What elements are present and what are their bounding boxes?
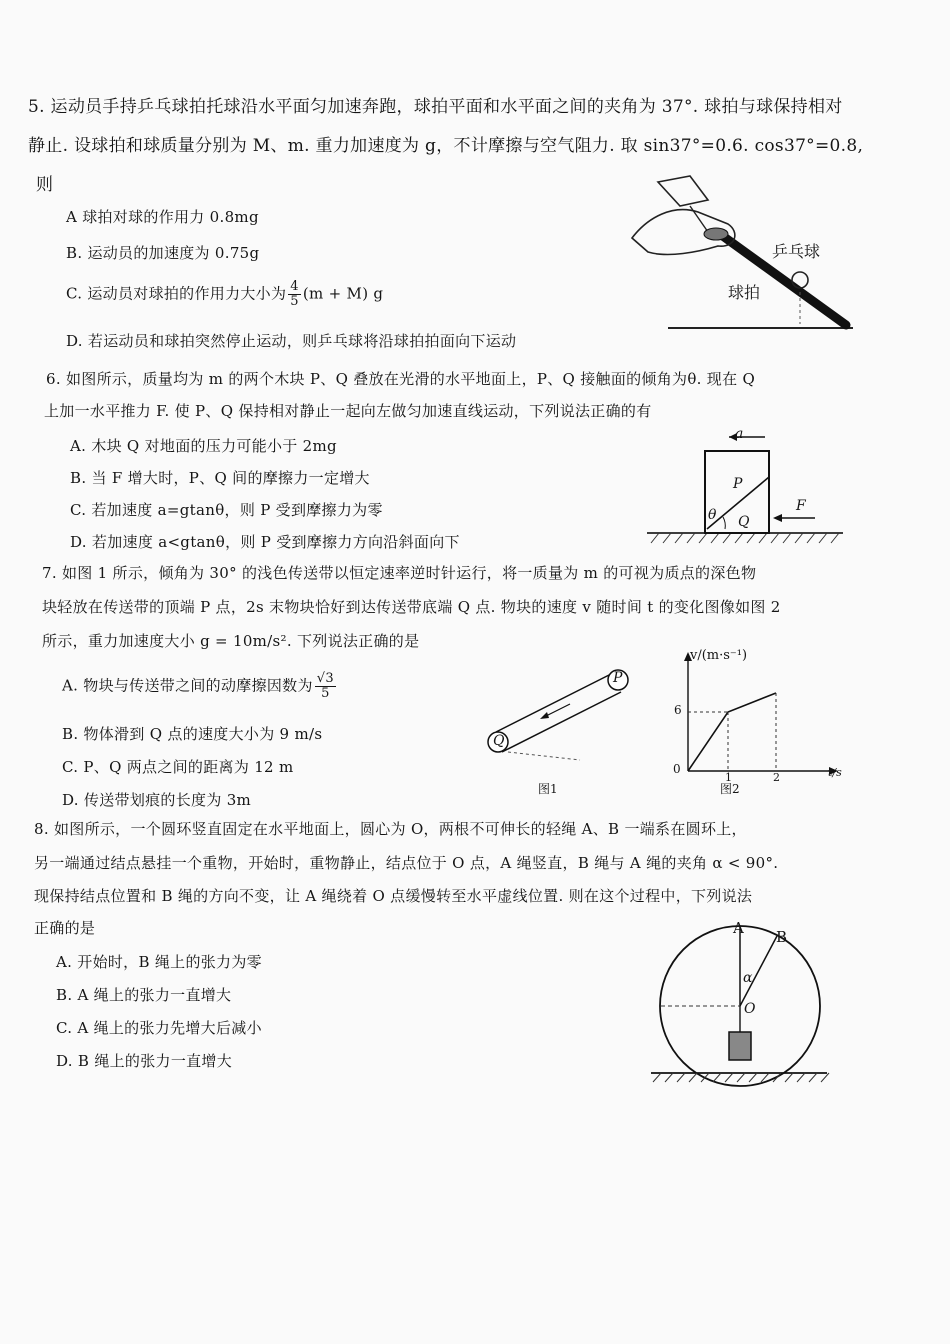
q8-option-a: A. 开始时，B 绳上的张力为零 (56, 953, 262, 971)
q7-stem-line1: 7. 如图 1 所示，倾角为 30° 的浅色传送带以恒定速率逆时针运行，将一质量为 m 的可视为质点的深色物 (42, 564, 757, 582)
q6-block-p-label: P (733, 476, 743, 492)
q7-option-b: B. 物体滑到 Q 点的速度大小为 9 m/s (62, 725, 323, 743)
q7-point-p-label: P (613, 670, 623, 686)
q8-ring-figure (645, 920, 835, 1095)
q5-option-a: A 球拍对球的作用力 0.8mg (66, 208, 259, 226)
q8-stem-line3: 现保持结点位置和 B 绳的方向不变，让 A 绳绕着 O 点缓慢转至水平虚线位置. 则在这个过程中，下列说法 (34, 887, 753, 905)
q6-force-label: F (796, 498, 806, 514)
q7-fig1-caption: 图1 (538, 782, 558, 796)
q7-graph-x-tick-1: 1 (725, 771, 732, 784)
q6-option-a: A. 木块 Q 对地面的压力可能小于 2mg (70, 437, 337, 455)
q7-option-a (62, 672, 338, 701)
q8-center-o-label: O (744, 1001, 756, 1017)
q7-graph-x-axis-label: t/s (828, 766, 842, 779)
q5-option-c-tail: (m + M) g (302, 284, 384, 303)
q8-option-d: D. B 绳上的张力一直增大 (56, 1052, 233, 1070)
q7-graph-y-axis-label: v/(m·s⁻¹) (690, 648, 748, 663)
q7-fig2-caption: 图2 (720, 782, 740, 796)
q8-stem-line2: 另一端通过结点悬挂一个重物，开始时，重物静止，结点位于 O 点，A 绳竖直，B 绳与 A 绳的夹角 α < 90°. (34, 854, 779, 872)
q7-option-c: C. P、Q 两点之间的距离为 12 m (62, 758, 294, 776)
q7-stem-line2: 块轻放在传送带的顶端 P 点，2s 末物块恰好到达传送带底端 Q 点. 物块的速度 v 随时间 t 的变化图像如图 2 (42, 598, 781, 616)
q6-theta-label: θ (708, 507, 717, 523)
q7-option-d: D. 传送带划痕的长度为 3m (62, 791, 252, 809)
q5-option-d: D. 若运动员和球拍突然停止运动，则乒乓球将沿球拍拍面向下运动 (66, 332, 517, 350)
q8-rope-a-label: A (733, 919, 744, 937)
q6-accel-label: a (735, 426, 744, 442)
q5-ball-label: 乒乓球 (772, 242, 821, 261)
q8-stem-line1: 8. 如图所示，一个圆环竖直固定在水平地面上，圆心为 O，两根不可伸长的轻绳 A、B 一端系在圆环上， (34, 820, 747, 838)
q5-option-c (66, 280, 383, 309)
q6-stem-line1: 6. 如图所示，质量均为 m 的两个木块 P、Q 叠放在光滑的水平地面上，P、Q 接触面的倾角为θ. 现在 Q (46, 370, 756, 388)
q7-graph-y-tick-6: 6 (674, 703, 682, 717)
q5-stem-line1: 5. 运动员手持乒乓球拍托球沿水平面匀加速奔跑，球拍平面和水平面之间的夹角为 37°. 球拍与球保持相对 (28, 97, 843, 117)
q7-option-a-text: A. 物块与传送带之间的动摩擦因数为 (62, 676, 313, 695)
q8-alpha-label: α (743, 970, 753, 986)
q5-stem-line2: 静止. 设球拍和球质量分别为 M、m. 重力加速度为 g，不计摩擦与空气阻力. 取 sin37°=0.6. cos37°=0.8, (28, 136, 864, 156)
q7-point-q-label: Q (493, 733, 505, 749)
q6-option-d: D. 若加速度 a<gtanθ，则 P 受到摩擦力方向沿斜面向下 (70, 533, 460, 551)
q8-option-c: C. A 绳上的张力先增大后减小 (56, 1019, 262, 1037)
q5-paddle-label: 球拍 (728, 283, 761, 302)
q7-stem-line3: 所示，重力加速度大小 g = 10m/s². 下列说法正确的是 (42, 632, 420, 650)
q7-velocity-graph (668, 650, 853, 780)
q5-option-b: B. 运动员的加速度为 0.75g (66, 244, 260, 262)
q5-stem-line3: 则 (36, 175, 54, 195)
q8-rope-b-label: B (776, 928, 788, 946)
q7-graph-x-tick-2: 2 (773, 771, 780, 784)
q8-stem-line4: 正确的是 (34, 919, 96, 937)
q5-paddle-figure (628, 172, 858, 337)
q6-block-q-label: Q (738, 514, 750, 530)
q6-blocks-figure (645, 425, 845, 550)
q7-option-a-fraction: $\frac{√3}{5}$ (316, 671, 334, 701)
q5-option-c-fraction: $\frac{4}{5}$ (290, 279, 299, 309)
q8-option-b: B. A 绳上的张力一直增大 (56, 986, 232, 1004)
q6-stem-line2: 上加一水平推力 F. 使 P、Q 保持相对静止一起向左做匀加速直线运动，下列说法正确的有 (44, 402, 652, 420)
q6-option-c: C. 若加速度 a=gtanθ，则 P 受到摩擦力为零 (70, 501, 383, 519)
q6-option-b: B. 当 F 增大时，P、Q 间的摩擦力一定增大 (70, 469, 370, 487)
q5-option-c-text: C. 运动员对球拍的作用力大小为 (66, 284, 287, 303)
q7-graph-origin-label: 0 (673, 762, 681, 776)
